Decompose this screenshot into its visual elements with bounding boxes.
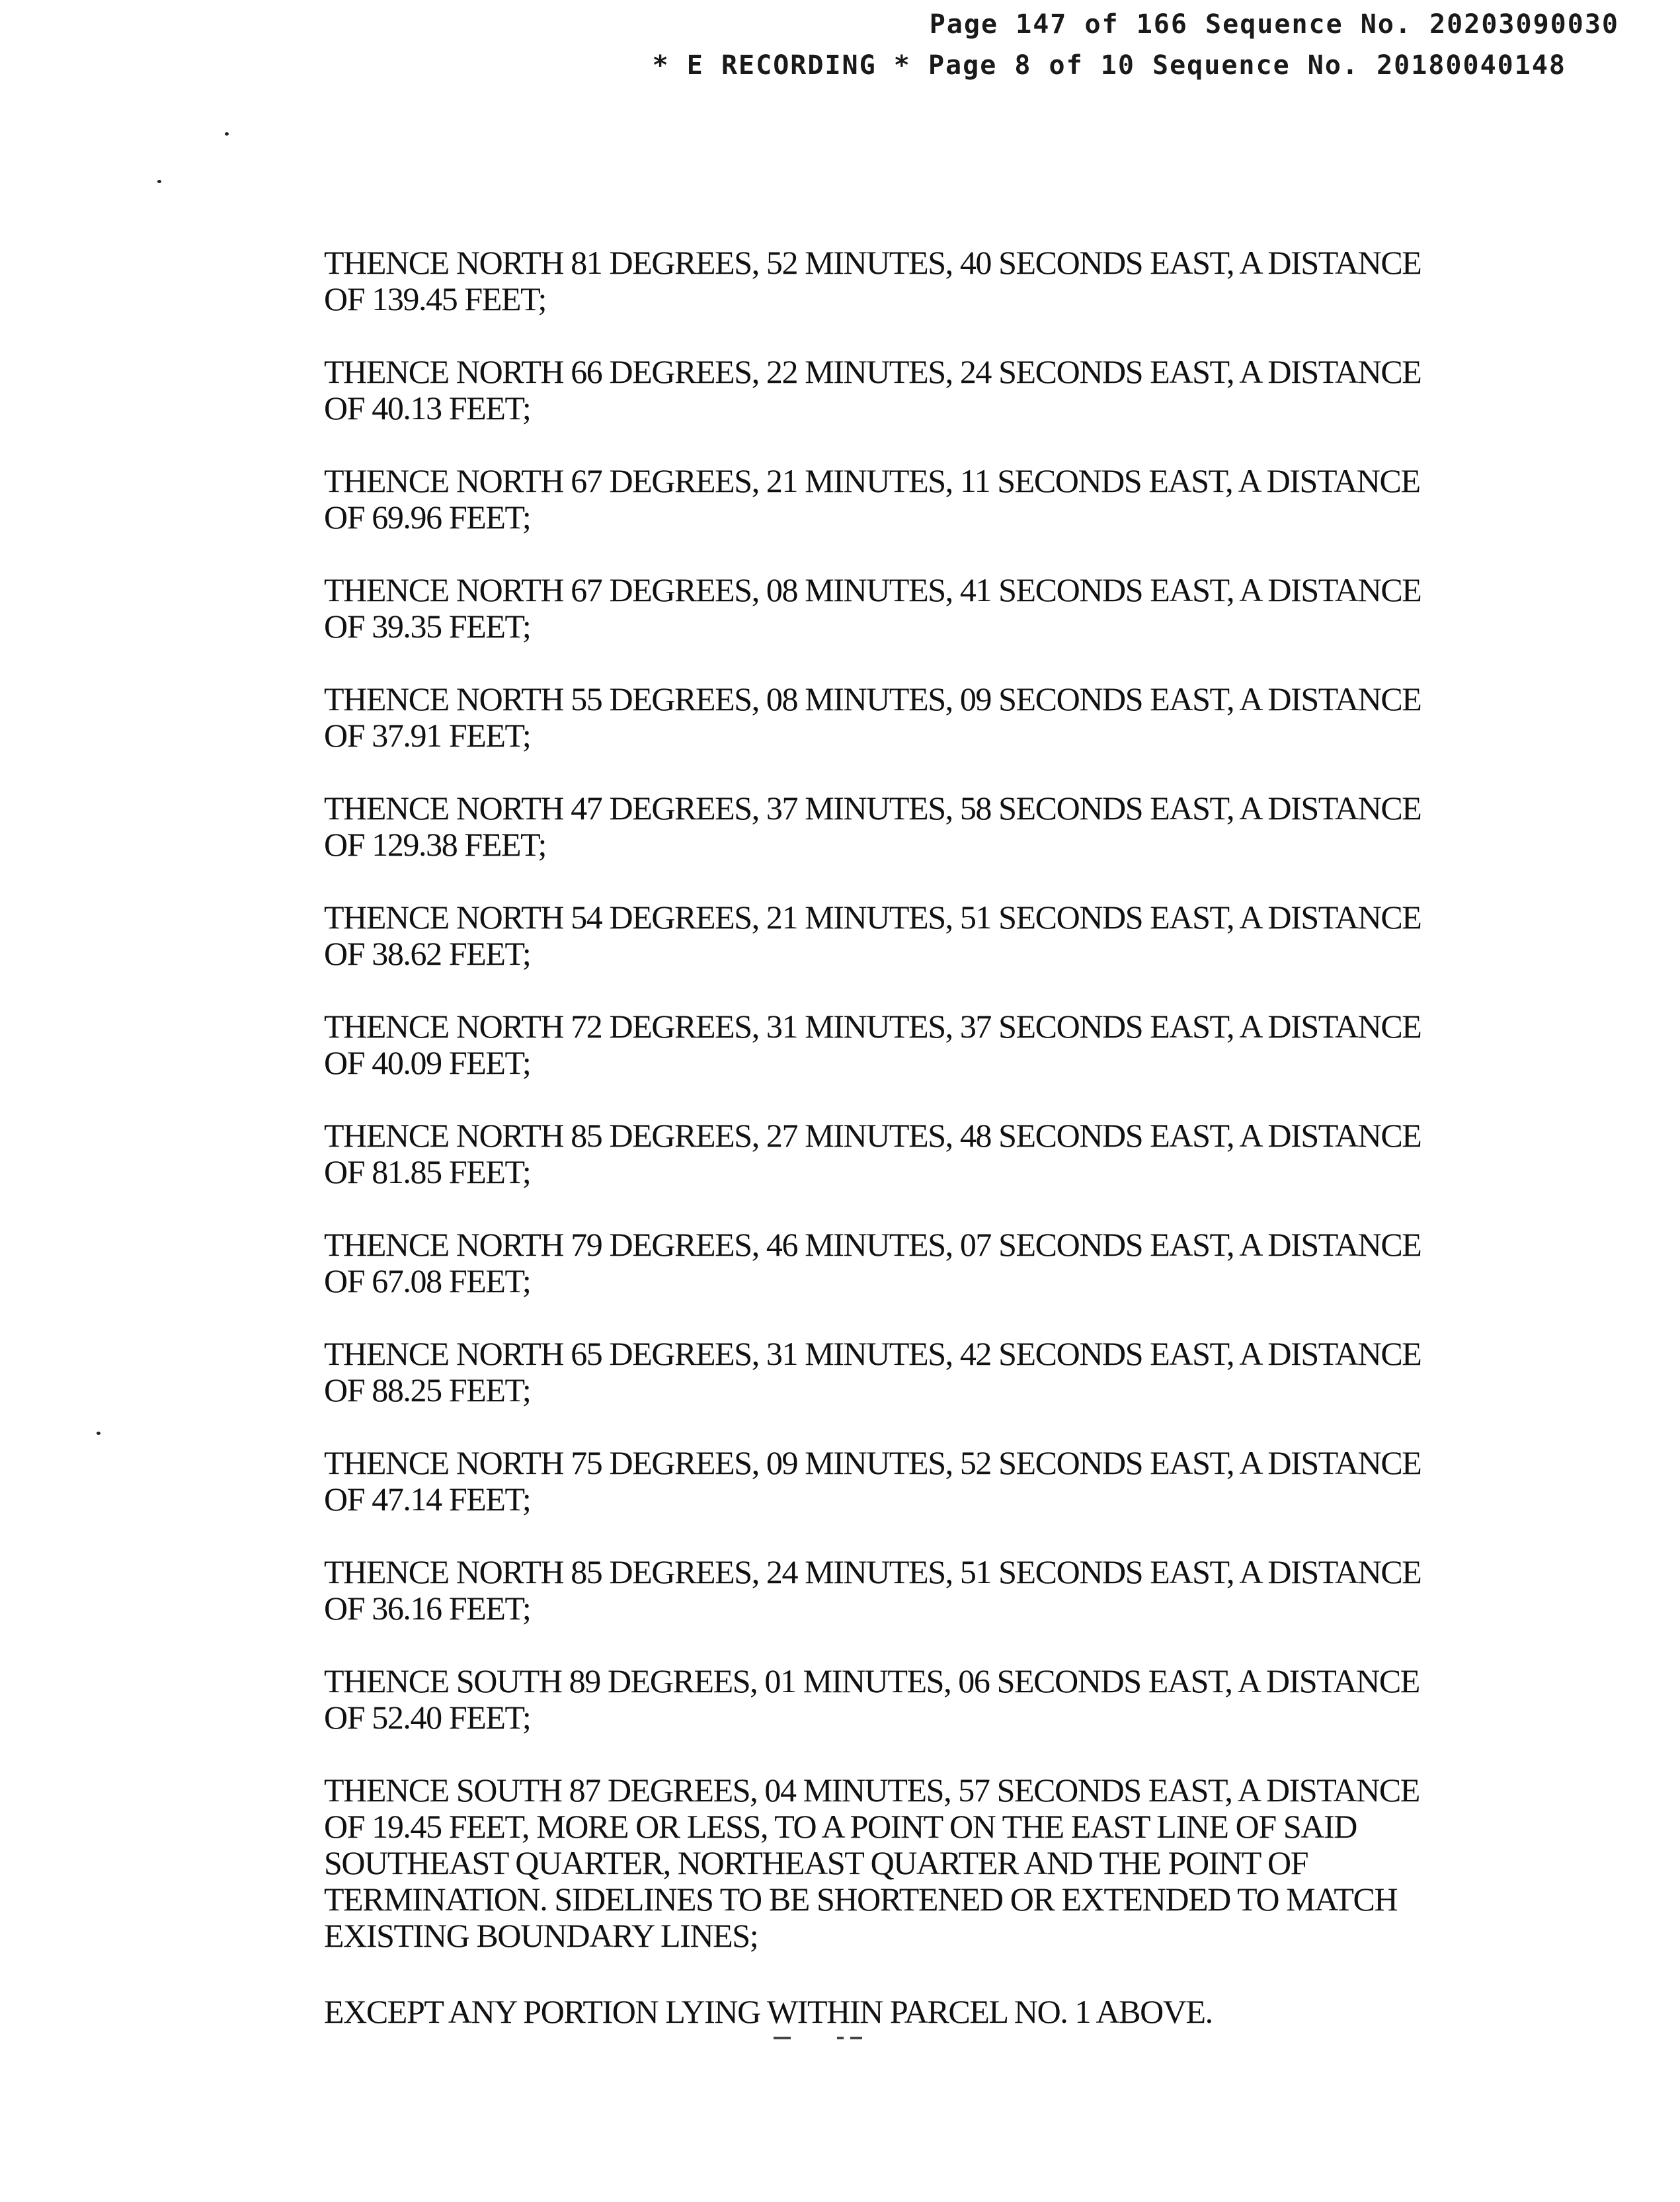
course-line: OF 40.09 FEET; <box>324 1044 531 1081</box>
course-paragraph <box>324 572 1448 645</box>
exception-paragraph: EXCEPT ANY PORTION LYING WITHIN PARCEL NO. 1 ABOVE. <box>324 1993 1213 2030</box>
course-line: TERMINATION. SIDELINES TO BE SHORTENED OR EXTENDED TO MATCH <box>324 1881 1398 1918</box>
course-paragraph <box>324 790 1448 863</box>
course-paragraph <box>324 354 1448 427</box>
course-paragraph <box>324 1336 1448 1408</box>
scan-speck <box>225 132 229 136</box>
course-line: THENCE NORTH 75 DEGREES, 09 MINUTES, 52 SECONDS EAST, A DISTANCE <box>324 1444 1421 1481</box>
course-line: OF 19.45 FEET, MORE OR LESS, TO A POINT ON THE EAST LINE OF SAID <box>324 1808 1357 1845</box>
course-line: OF 36.16 FEET; <box>324 1590 531 1627</box>
footer-dash-marks <box>774 2037 866 2041</box>
course-line: THENCE NORTH 81 DEGREES, 52 MINUTES, 40 SECONDS EAST, A DISTANCE <box>324 244 1421 281</box>
course-paragraph <box>324 245 1448 317</box>
course-line: OF 67.08 FEET; <box>324 1262 531 1299</box>
course-line: EXISTING BOUNDARY LINES; <box>324 1917 758 1954</box>
course-paragraph <box>324 1227 1448 1299</box>
course-paragraph <box>324 1554 1448 1627</box>
course-paragraph <box>324 463 1448 536</box>
course-paragraph <box>324 1663 1448 1736</box>
course-line: OF 37.91 FEET; <box>324 717 531 754</box>
course-line: OF 81.85 FEET; <box>324 1153 531 1190</box>
termination-paragraph <box>324 1772 1448 1954</box>
course-line: THENCE NORTH 85 DEGREES, 27 MINUTES, 48 SECONDS EAST, A DISTANCE <box>324 1117 1421 1154</box>
course-line: THENCE NORTH 79 DEGREES, 46 MINUTES, 07 SECONDS EAST, A DISTANCE <box>324 1226 1421 1263</box>
course-paragraph <box>324 1445 1448 1518</box>
course-line: THENCE SOUTH 87 DEGREES, 04 MINUTES, 57 SECONDS EAST, A DISTANCE <box>324 1772 1420 1809</box>
course-line: OF 40.13 FEET; <box>324 389 531 427</box>
course-line: THENCE NORTH 66 DEGREES, 22 MINUTES, 24 SECONDS EAST, A DISTANCE <box>324 353 1421 390</box>
recording-stamp-line-1: Page 147 of 166 Sequence No. 20203090030 <box>929 9 1619 40</box>
course-line: THENCE NORTH 47 DEGREES, 37 MINUTES, 58 SECONDS EAST, A DISTANCE <box>324 790 1421 827</box>
course-line: OF 38.62 FEET; <box>324 935 531 972</box>
course-line: OF 39.35 FEET; <box>324 608 531 645</box>
course-line: OF 52.40 FEET; <box>324 1699 531 1736</box>
course-line: THENCE SOUTH 89 DEGREES, 01 MINUTES, 06 SECONDS EAST, A DISTANCE <box>324 1662 1420 1699</box>
course-line: OF 69.96 FEET; <box>324 499 531 536</box>
course-line: THENCE NORTH 54 DEGREES, 21 MINUTES, 51 SECONDS EAST, A DISTANCE <box>324 899 1421 936</box>
course-paragraph <box>324 899 1448 972</box>
course-line: OF 88.25 FEET; <box>324 1371 531 1408</box>
course-line: THENCE NORTH 72 DEGREES, 31 MINUTES, 37 SECONDS EAST, A DISTANCE <box>324 1008 1421 1045</box>
course-line: THENCE NORTH 65 DEGREES, 31 MINUTES, 42 SECONDS EAST, A DISTANCE <box>324 1335 1421 1372</box>
course-paragraph <box>324 681 1448 754</box>
recording-stamp-line-2: * E RECORDING * Page 8 of 10 Sequence No. 20180040148 <box>652 50 1566 81</box>
course-paragraph <box>324 1008 1448 1081</box>
course-line: THENCE NORTH 67 DEGREES, 21 MINUTES, 11 SECONDS EAST, A DISTANCE <box>324 462 1420 499</box>
course-line: THENCE NORTH 67 DEGREES, 08 MINUTES, 41 SECONDS EAST, A DISTANCE <box>324 571 1421 608</box>
scan-speck <box>157 180 161 183</box>
scan-speck <box>97 1432 100 1435</box>
course-line: OF 139.45 FEET; <box>324 280 546 317</box>
course-line: OF 47.14 FEET; <box>324 1481 531 1518</box>
course-line: OF 129.38 FEET; <box>324 826 546 863</box>
course-line: THENCE NORTH 85 DEGREES, 24 MINUTES, 51 SECONDS EAST, A DISTANCE <box>324 1553 1421 1590</box>
course-paragraph <box>324 1118 1448 1190</box>
course-line: SOUTHEAST QUARTER, NORTHEAST QUARTER AND THE POINT OF <box>324 1844 1308 1881</box>
course-line: THENCE NORTH 55 DEGREES, 08 MINUTES, 09 SECONDS EAST, A DISTANCE <box>324 680 1421 717</box>
legal-description <box>324 245 1448 2066</box>
